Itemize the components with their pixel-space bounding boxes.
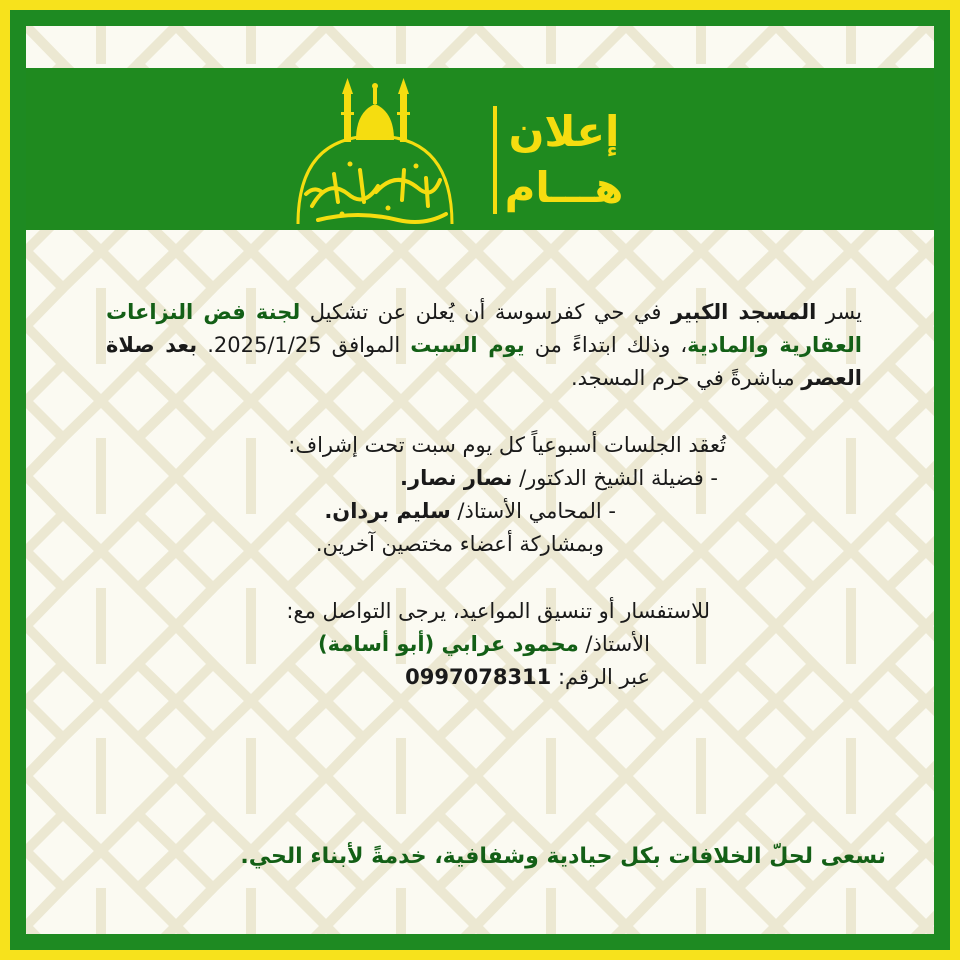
text-run: في حي كفرسوسة أن يُعلن عن تشكيل: [300, 300, 671, 324]
contact-intro: للاستفسار أو تنسيق المواعيد، يرجى التواصل مع:: [286, 599, 710, 623]
member-title: - المحامي الأستاذ/: [450, 499, 616, 523]
number-label: عبر الرقم:: [551, 665, 650, 689]
announcement-body: [106, 296, 862, 694]
title-line-1: إعلان: [508, 107, 620, 156]
sessions-intro: تُعقد الجلسات أسبوعياً كل يوم سبت تحت إشراف:: [288, 433, 726, 457]
member-line-2: [106, 495, 726, 528]
contact-number: [106, 661, 710, 694]
sessions-block: [106, 429, 862, 561]
mosque-logo: [278, 74, 468, 232]
contact-block: [106, 595, 862, 694]
start-date: الموافق 2025/1/25.: [197, 333, 411, 357]
title-line-2: هـــام: [504, 163, 624, 212]
others-line: وبمشاركة أعضاء مختصين آخرين.: [315, 532, 604, 556]
phone-number[interactable]: 0997078311: [405, 665, 552, 689]
member-line-1: [106, 462, 726, 495]
header-divider: [493, 106, 497, 214]
text-run: مباشرةً في حرم المسجد.: [570, 366, 802, 390]
mosque-name: المسجد الكبير: [670, 300, 817, 324]
member-name: نصار نصار.: [400, 466, 513, 490]
footer-slogan: نسعى لحلّ الخلافات بكل حيادية وشفافية، خدمةً لأبناء الحي.: [240, 844, 886, 869]
header-banner: [26, 68, 934, 230]
announcement-card: [26, 26, 934, 934]
member-title: - فضيلة الشيخ الدكتور/: [512, 466, 718, 490]
outer-frame: [10, 10, 950, 950]
text-run: ، وذلك ابتداءً من: [524, 333, 688, 357]
session-time: بعد صلاة العصر: [106, 333, 862, 390]
person-title: الأستاذ/: [578, 632, 650, 656]
start-day: يوم السبت: [410, 333, 525, 357]
committee-name: لجنة فض النزاعات العقارية والمادية: [106, 300, 862, 357]
announcement-title: [504, 104, 624, 216]
text-run: يسر: [816, 300, 862, 324]
contact-person: [106, 628, 710, 661]
intro-paragraph: [106, 296, 862, 395]
member-name: سليم بردان.: [324, 499, 451, 523]
person-name: محمود عرابي (أبو أسامة): [318, 632, 579, 656]
